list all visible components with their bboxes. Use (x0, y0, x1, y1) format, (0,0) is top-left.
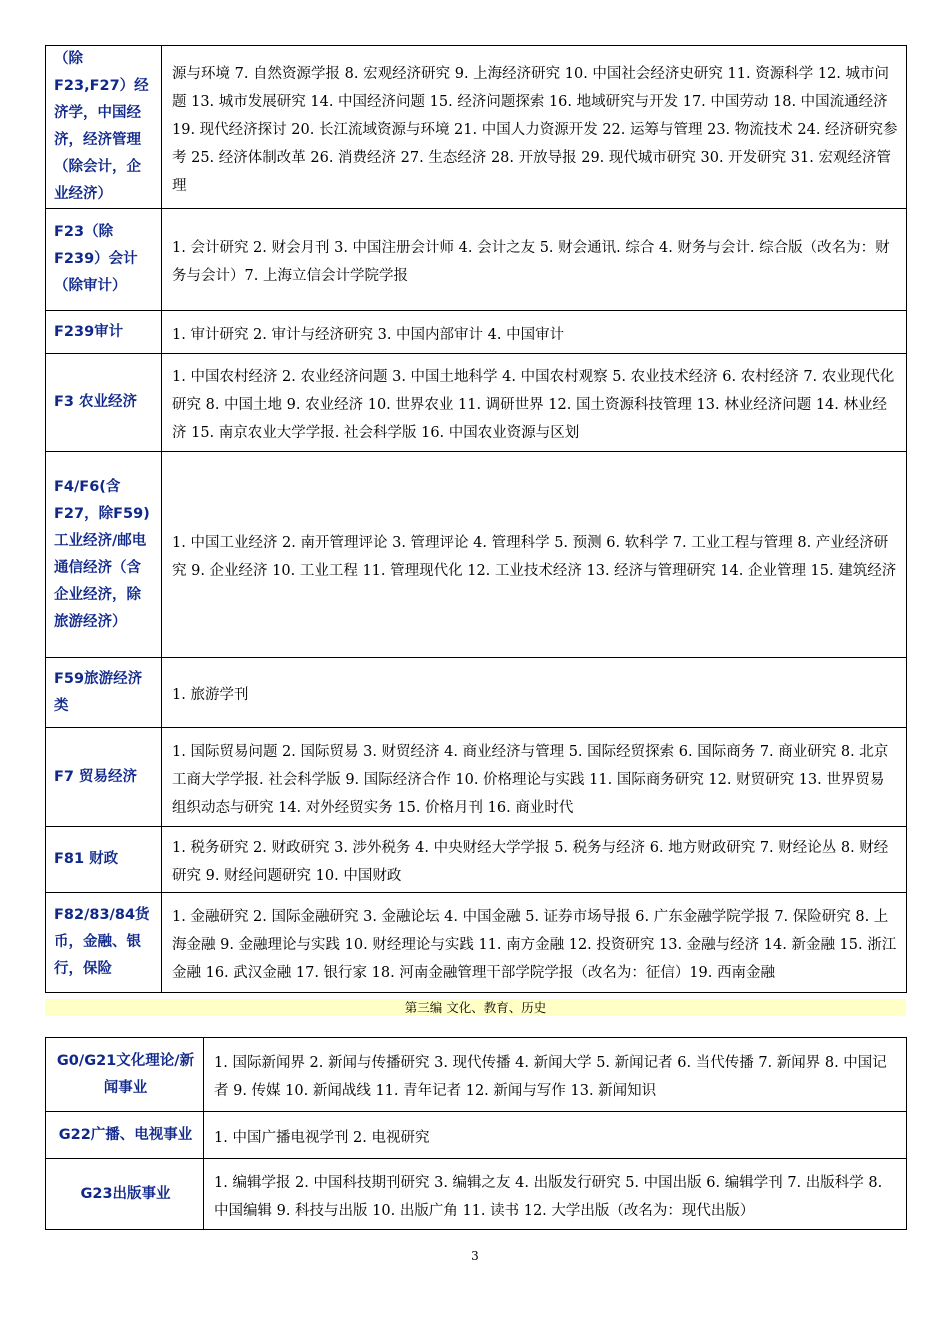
journal-list: 1. 中国农村经济 2. 农业经济问题 3. 中国土地科学 4. 中国农村观察 5. 农业技术经济 6. 农村经济 7. 农业现代化研究 8. 中国土地 9. 农业经济 10. 世界农业 11. 调研世界 12. 国土资源科技管理 13. 林业经济问题 14. 林业经济 15. 南京农业大学学报. 社会科学版 16. 中国农业资源与区划 (162, 354, 907, 452)
category-code: F59旅游经济类 (46, 658, 162, 728)
table-row (46, 354, 907, 452)
category-code: F4/F6(含F27，除F59)工业经济/邮电通信经济（含企业经济，除旅游经济） (46, 452, 162, 658)
journal-list: 1. 旅游学刊 (162, 658, 907, 728)
journal-list: 1. 审计研究 2. 审计与经济研究 3. 中国内部审计 4. 中国审计 (162, 311, 907, 354)
category-code: G23出版事业 (46, 1159, 204, 1230)
journal-list: 1. 金融研究 2. 国际金融研究 3. 金融论坛 4. 中国金融 5. 证券市场导报 6. 广东金融学院学报 7. 保险研究 8. 上海金融 9. 金融理论与实践 10. 财经理论与实践 11. 南方金融 12. 投资研究 13. 金融与经济 14. 新金融 15. 浙江金融 16. 武汉金融 17. 银行家 18. 河南金融管理干部学院学报（改名为：征信）19. 西南金融 (162, 893, 907, 993)
economics-journal-table (45, 45, 907, 993)
table-row (46, 1112, 907, 1159)
journal-list: 1. 编辑学报 2. 中国科技期刊研究 3. 编辑之友 4. 出版发行研究 5. 中国出版 6. 编辑学刊 7. 出版科学 8. 中国编辑 9. 科技与出版 10. 出版广角 11. 读书 12. 大学出版（改名为：现代出版） (204, 1159, 907, 1230)
table-row (46, 452, 907, 658)
category-code: F7 贸易经济 (46, 728, 162, 827)
table-row (46, 209, 907, 311)
journal-list: 1. 国际新闻界 2. 新闻与传播研究 3. 现代传播 4. 新闻大学 5. 新闻记者 6. 当代传播 7. 新闻界 8. 中国记者 9. 传媒 10. 新闻战线 11. 青年记者 12. 新闻与写作 13. 新闻知识 (204, 1038, 907, 1112)
journal-list: 1. 中国广播电视学刊 2. 电视研究 (204, 1112, 907, 1159)
table-row (46, 893, 907, 993)
category-code: G0/G21文化理论/新闻事业 (46, 1038, 204, 1112)
section-heading: 第三编 文化、教育、历史 (45, 999, 906, 1016)
table-row (46, 827, 907, 893)
journal-list: 1. 国际贸易问题 2. 国际贸易 3. 财贸经济 4. 商业经济与管理 5. 国际经贸探索 6. 国际商务 7. 商业研究 8. 北京工商大学学报. 社会科学版 9. 国际经济合作 10. 价格理论与实践 11. 国际商务研究 12. 财贸研究 13. 世界贸易组织动态与研究 14. 对外经贸实务 15. 价格月刊 16. 商业时代 (162, 728, 907, 827)
journal-list: 1. 会计研究 2. 财会月刊 3. 中国注册会计师 4. 会计之友 5. 财会通讯. 综合 4. 财务与会计. 综合版（改名为：财务与会计）7. 上海立信会计学院学报 (162, 209, 907, 311)
table-row (46, 728, 907, 827)
category-code: F23（除F239）会计（除审计） (46, 209, 162, 311)
page-number: 3 (471, 1249, 479, 1263)
category-code: （除F23,F27）经济学，中国经济，经济管理（除会计，企业经济） (46, 46, 162, 209)
category-code: F3 农业经济 (46, 354, 162, 452)
table-row (46, 658, 907, 728)
table-row (46, 46, 907, 209)
table-row (46, 1159, 907, 1230)
category-code: F81 财政 (46, 827, 162, 893)
category-code: G22广播、电视事业 (46, 1112, 204, 1159)
journal-list: 1. 中国工业经济 2. 南开管理评论 3. 管理评论 4. 管理科学 5. 预测 6. 软科学 7. 工业工程与管理 8. 产业经济研究 9. 企业经济 10. 工业工程 11. 管理现代化 12. 工业技术经济 13. 经济与管理研究 14. 企业管理 15. 建筑经济 (162, 452, 907, 658)
table-row (46, 311, 907, 354)
journal-list: 1. 税务研究 2. 财政研究 3. 涉外税务 4. 中央财经大学学报 5. 税务与经济 6. 地方财政研究 7. 财经论丛 8. 财经研究 9. 财经问题研究 10. 中国财政 (162, 827, 907, 893)
table-row (46, 1038, 907, 1112)
category-code: F82/83/84货币，金融、银行，保险 (46, 893, 162, 993)
journal-list: 源与环境 7. 自然资源学报 8. 宏观经济研究 9. 上海经济研究 10. 中国社会经济史研究 11. 资源科学 12. 城市问题 13. 城市发展研究 14. 中国经济问题 15. 经济问题探索 16. 地域研究与开发 17. 中国劳动 18. 中国流通经济 19. 现代经济探讨 20. 长江流域资源与环境 21. 中国人力资源开发 22. 运筹与管理 23. 物流技术 24. 经济研究参考 25. 经济体制改革 26. 消费经济 27. 生态经济 28. 开放导报 29. 现代城市研究 30. 开发研究 31. 宏观经济管理 (162, 46, 907, 209)
category-code: F239审计 (46, 311, 162, 354)
culture-journal-table (45, 1037, 907, 1230)
